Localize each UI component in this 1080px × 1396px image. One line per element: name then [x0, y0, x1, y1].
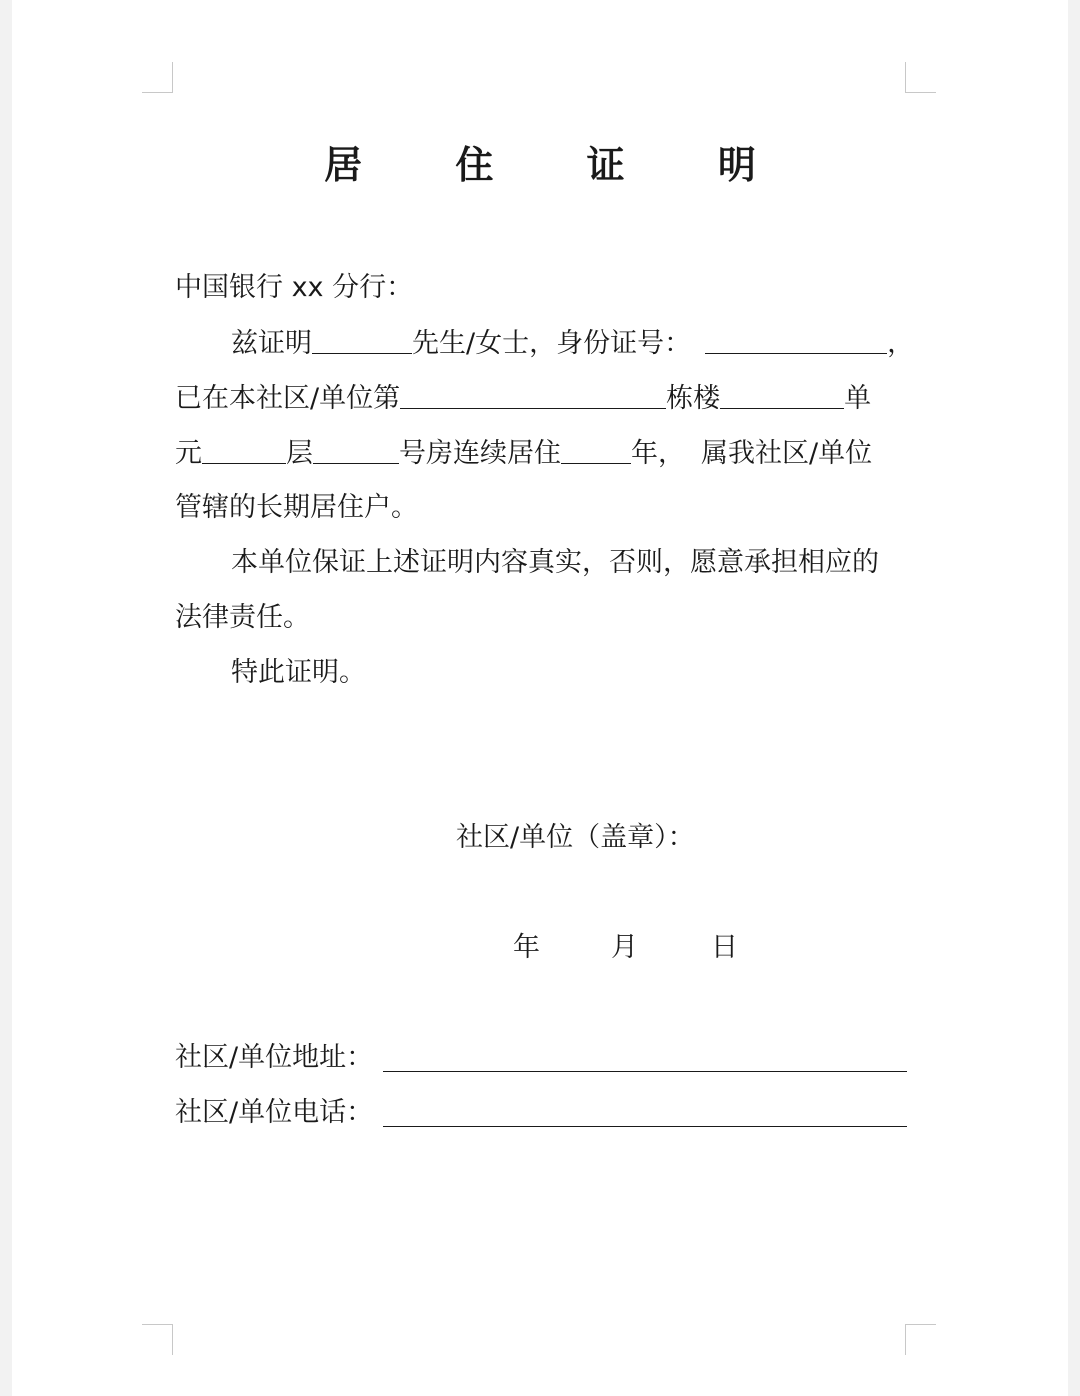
phone-label: 社区/单位电话： [175, 1097, 374, 1128]
years-blank [561, 433, 631, 464]
building-blank [400, 378, 666, 409]
date-day: 日 [711, 932, 738, 963]
para1-line3 [175, 433, 872, 474]
unit-text-2: 元 [175, 438, 202, 469]
floor-text: 层 [286, 438, 313, 469]
id-number-blank [705, 323, 887, 354]
address-blank [383, 1069, 907, 1072]
certify-text: 兹证明 [231, 328, 312, 359]
date-month: 月 [611, 932, 638, 963]
salutation: 中国银行 xx 分行： [175, 272, 414, 303]
jurisdiction-text: 属我社区/单位 [701, 438, 873, 469]
document-title: 居 住 证 明 [324, 142, 796, 187]
page-corner-mark-top-left [142, 62, 173, 93]
name-blank [312, 323, 412, 354]
unit-blank [720, 378, 844, 409]
unit-text-1: 单 [844, 383, 872, 414]
building-prefix-text: 已在本社区/单位第 [175, 383, 401, 414]
seal-label: 社区/单位（盖章）： [456, 822, 695, 853]
para1-line2 [175, 378, 871, 419]
room-text: 号房连续居住 [399, 438, 561, 469]
year-text: 年， [631, 438, 685, 469]
page-corner-mark-bottom-left [142, 1324, 173, 1355]
phone-blank [383, 1124, 907, 1127]
date-year: 年 [513, 932, 540, 963]
para2-line1: 本单位保证上述证明内容真实，否则，愿意承担相应的 [231, 547, 879, 578]
floor-blank [202, 433, 286, 464]
closing-text: 特此证明。 [231, 657, 366, 688]
para1-line1 [231, 323, 914, 364]
building-text: 栋楼 [666, 383, 721, 414]
page-corner-mark-bottom-right [905, 1324, 936, 1355]
address-label: 社区/单位地址： [175, 1042, 374, 1073]
gender-id-text: 先生/女士，身份证号： [412, 328, 692, 359]
room-blank [313, 433, 399, 464]
page-corner-mark-top-right [905, 62, 936, 93]
para1-line4: 管辖的长期居住户。 [175, 492, 418, 523]
comma-text: ， [887, 328, 915, 359]
para2-line2: 法律责任。 [175, 602, 310, 633]
document-page [12, 0, 1068, 1396]
